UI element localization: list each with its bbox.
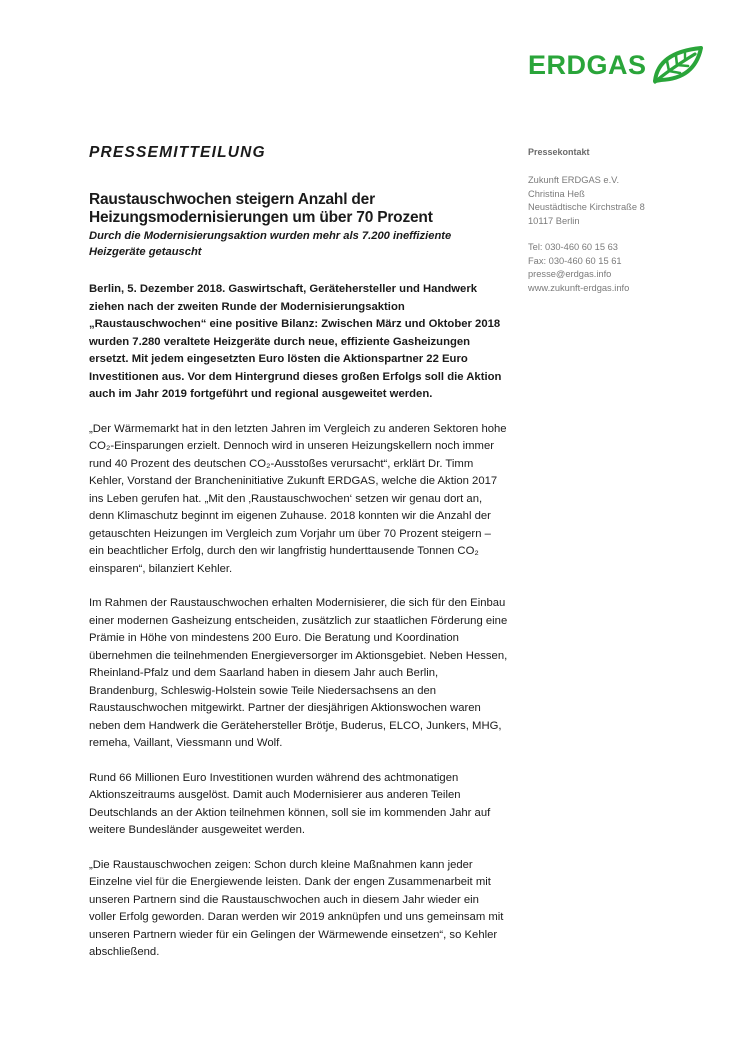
lead-paragraph: Berlin, 5. Dezember 2018. Gaswirtschaft, Gerätehersteller und Handwerk ziehen nach der zweiten Runde der Modernisierungsaktion „Raustauschwochen“ eine positive Bilanz: Zwischen März und Oktober 2018 wurden 7.280 veraltete Heizgeräte durch neue, effiziente Gasheizungen ersetzt. Mit jedem eingesetzten Euro lösten die Aktionspartner 22 Euro Investitionen aus. Vor dem Hintergrund dieses großen Erfolgs soll die Aktion auch im Jahr 2019 fortgeführt und regional ausgeweitet werden.	[89, 283, 502, 400]
press-release-body	[89, 143, 509, 962]
body-paragraph: „Die Raustauschwochen zeigen: Schon durch kleine Maßnahmen kann jeder Einzelne viel für die Energiewende leisten. Dank der engen Zusammenarbeit mit unseren Partnern sind die Raustauschwochen auch in diesem Jahr wieder ein voller Erfolg geworden. Daran werden wir 2019 anknüpfen und uns gemeinsam mit unseren Partnern wieder für ein Gelingen der Wärmewende einsetzen“, so Kehler abschließend.	[89, 858, 504, 958]
contact-city: 10117 Berlin	[528, 215, 580, 226]
logo-wordmark: ERDGAS	[528, 49, 647, 80]
contact-email[interactable]: presse@erdgas.info	[528, 269, 612, 279]
body-paragraph: Rund 66 Millionen Euro Investitionen wurden während des achtmonatigen Aktionszeitraums ausgelöst. Damit auch Modernisierer aus anderen Teilen Deutschlands an der Aktion teilnehmen können, soll sie im kommenden Jahr auf weitere Bundesländer ausgeweitet werden.	[89, 771, 491, 836]
contact-name: Christina Heß	[528, 188, 585, 199]
contact-title: Pressekontakt	[528, 147, 590, 157]
erdgas-logo	[528, 44, 712, 86]
contact-phone: Tel: 030-460 60 15 63	[528, 242, 618, 252]
document-type: PRESSEMITTEILUNG	[89, 144, 266, 161]
contact-street: Neustädtische Kirchstraße 8	[528, 202, 645, 212]
body-paragraph: „Der Wärmemarkt hat in den letzten Jahren im Vergleich zu anderen Sektoren hohe CO₂-Einsparungen erzielt. Dennoch wird in unseren Heizungskellern noch immer rund 40 Prozent des deutschen CO₂-Ausstoßes verursacht“, erklärt Dr. Timm Kehler, Vorstand der Brancheninitiative Zukunft ERDGAS, welche die Aktion 2017 ins Leben gerufen hat. „Mit den ‚Raustauschwochen‘ setzen wir genau dort an, denn Klimaschutz beginnt im eigenen Zuhause. 2018 konnten wir die Anzahl der getauschten Heizungen im Vergleich zum Vorjahr um über 70 Prozent steigern – ein beachtlicher Erfolg, durch den wir langfristig hunderttausende Tonnen CO₂ einsparen“, bilanziert Kehler.	[89, 422, 507, 575]
body-paragraph: Im Rahmen der Raustauschwochen erhalten Modernisierer, die sich für den Einbau einer modernen Gasheizung entscheiden, zusätzlich zur staatlichen Förderung eine Prämie in Höhe von mindestens 200 Euro. Die Beratung und Koordination übernehmen die teilnehmenden Energieversorger im Aktionsgebiet. Neben Hessen, Rheinland-Pfalz und dem Saarland haben in diesem Jahr auch Berlin, Brandenburg, Schleswig-Holstein sowie Teile Niedersachsens an den Raustauschwochen mitgewirkt. Partner der diesjährigen Aktionswochen waren neben dem Handwerk die Gerätehersteller Brötje, Buderus, ELCO, Junkers, MHG, remeha, Vaillant, Viessmann und Wolf.	[89, 597, 508, 749]
contact-address	[528, 174, 708, 295]
contact-fax: Fax: 030-460 60 15 61	[528, 255, 622, 266]
contact-website[interactable]: www.zukunft-erdgas.info	[528, 282, 630, 293]
subheadline: Durch die Modernisierungsaktion wurden mehr als 7.200 ineffiziente Heizgeräte getauscht	[89, 230, 452, 258]
leaf-icon	[651, 45, 705, 85]
contact-org: Zukunft ERDGAS e.V.	[528, 175, 620, 185]
headline: Raustauschwochen steigern Anzahl der Heizungsmodernisierungen um über 70 Prozent	[89, 191, 433, 226]
press-contact	[528, 146, 708, 295]
